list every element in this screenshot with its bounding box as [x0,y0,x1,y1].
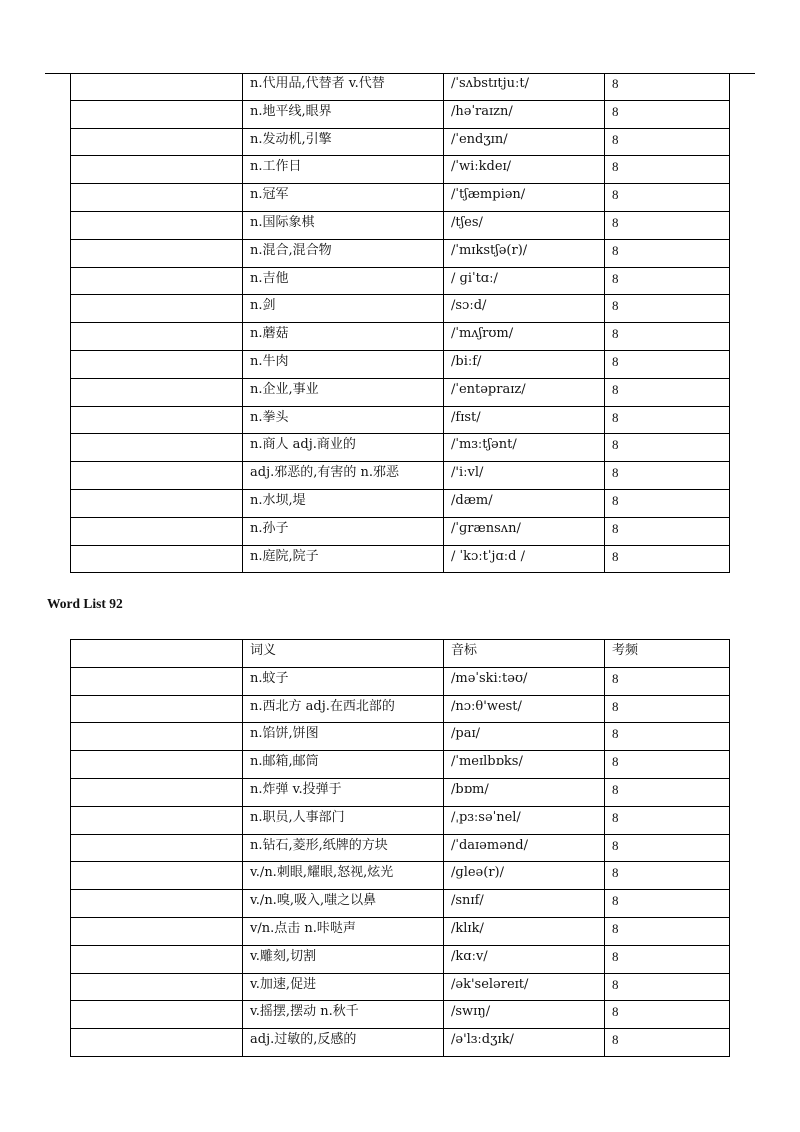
phonetic-cell: /paɪ/ [444,723,605,751]
meaning-cell: n.馅饼,饼图 [243,723,444,751]
frequency-cell: 8 [605,489,730,517]
meaning-cell: n.炸弹 v.投弹于 [243,778,444,806]
table-row [71,973,730,1001]
meaning-cell: v./n.嗅,吸入,嗤之以鼻 [243,890,444,918]
word-cell [71,184,243,212]
frequency-cell: 8 [605,239,730,267]
phonetic-cell: /sɔːd/ [444,295,605,323]
meaning-cell: n.地平线,眼界 [243,100,444,128]
word-cell [71,295,243,323]
word-cell [71,462,243,490]
meaning-cell: v.摇摆,摆动 n.秋千 [243,1001,444,1029]
word-cell [71,489,243,517]
table-row [71,834,730,862]
word-cell [71,545,243,573]
frequency-cell: 8 [605,462,730,490]
phonetic-cell: /biːf/ [444,350,605,378]
meaning-cell: v./n.刺眼,耀眼,怒视,炫光 [243,862,444,890]
table-row [71,239,730,267]
phonetic-cell: /ək'seləreɪt/ [444,973,605,1001]
phonetic-cell: /kɑːv/ [444,945,605,973]
table-row [71,406,730,434]
table-row [71,667,730,695]
table-row [71,184,730,212]
meaning-cell: n.邮箱,邮筒 [243,751,444,779]
word-cell [71,156,243,184]
table-row [71,751,730,779]
frequency-cell: 8 [605,667,730,695]
header-word-cell [71,640,243,668]
frequency-cell: 8 [605,723,730,751]
meaning-cell: n.职员,人事部门 [243,806,444,834]
table-row [71,917,730,945]
meaning-cell: n.商人 adj.商业的 [243,434,444,462]
frequency-cell: 8 [605,517,730,545]
phonetic-cell: /fɪst/ [444,406,605,434]
table-row [71,100,730,128]
word-cell [71,100,243,128]
word-cell [71,667,243,695]
meaning-cell: n.国际象棋 [243,211,444,239]
table-row [71,890,730,918]
phonetic-cell: /snɪf/ [444,890,605,918]
word-table-continued [70,73,730,573]
table-header-row [71,640,730,668]
word-cell [71,862,243,890]
meaning-cell: v.雕刻,切割 [243,945,444,973]
phonetic-cell: /məˈskiːtəʊ/ [444,667,605,695]
frequency-cell: 8 [605,973,730,1001]
table-row [71,1029,730,1057]
phonetic-cell: /ˈdaɪəmənd/ [444,834,605,862]
table-row [71,545,730,573]
table-row [71,806,730,834]
table-row [71,156,730,184]
meaning-cell: v.加速,促进 [243,973,444,1001]
phonetic-cell: /ˈwiːkdeɪ/ [444,156,605,184]
word-cell [71,323,243,351]
phonetic-cell: /nɔːθ'west/ [444,695,605,723]
word-cell [71,890,243,918]
frequency-cell: 8 [605,862,730,890]
phonetic-cell: /ˈtʃæmpiən/ [444,184,605,212]
phonetic-cell: /ˈmɜːtʃənt/ [444,434,605,462]
header-phonetic: 音标 [444,640,605,668]
word-cell [71,945,243,973]
phonetic-cell: /ˈentəpraɪz/ [444,378,605,406]
frequency-cell: 8 [605,695,730,723]
table-row [71,73,730,100]
frequency-cell: 8 [605,323,730,351]
frequency-cell: 8 [605,211,730,239]
meaning-cell: n.庭院,院子 [243,545,444,573]
meaning-cell: n.水坝,堤 [243,489,444,517]
frequency-cell: 8 [605,778,730,806]
phonetic-cell: /ˈmʌʃrʊm/ [444,323,605,351]
table-row [71,378,730,406]
table-row [71,1001,730,1029]
meaning-cell: adj.过敏的,反感的 [243,1029,444,1057]
word-list-title: Word List 92 [47,596,123,611]
header-frequency: 考频 [605,640,730,668]
meaning-cell: n.混合,混合物 [243,239,444,267]
phonetic-cell: /ˈsʌbstɪtjuːt/ [444,73,605,100]
meaning-cell: n.剑 [243,295,444,323]
word-cell [71,267,243,295]
word-cell [71,806,243,834]
word-cell [71,434,243,462]
frequency-cell: 8 [605,1029,730,1057]
table-row [71,323,730,351]
header-meaning: 词义 [243,640,444,668]
word-cell [71,973,243,1001]
frequency-cell: 8 [605,917,730,945]
word-cell [71,128,243,156]
meaning-cell: n.工作日 [243,156,444,184]
phonetic-cell: /tʃes/ [444,211,605,239]
table-row [71,517,730,545]
frequency-cell: 8 [605,100,730,128]
word-cell [71,1029,243,1057]
phonetic-cell: /ˈmeɪlbɒks/ [444,751,605,779]
table-row [71,862,730,890]
word-cell [71,211,243,239]
phonetic-cell: /ɡleə(r)/ [444,862,605,890]
meaning-cell: n.拳头 [243,406,444,434]
meaning-cell: n.牛肉 [243,350,444,378]
meaning-cell: n.吉他 [243,267,444,295]
meaning-cell: n.蘑菇 [243,323,444,351]
table-row [71,295,730,323]
table-row [71,695,730,723]
table-row [71,489,730,517]
word-table-list-92 [70,639,730,1057]
meaning-cell: n.企业,事业 [243,378,444,406]
frequency-cell: 8 [605,267,730,295]
frequency-cell: 8 [605,406,730,434]
word-cell [71,73,243,100]
phonetic-cell: /swɪŋ/ [444,1001,605,1029]
word-cell [71,917,243,945]
table-row [71,945,730,973]
meaning-cell: n.代用品,代替者 v.代替 [243,73,444,100]
word-cell [71,695,243,723]
frequency-cell: 8 [605,751,730,779]
phonetic-cell: /ˈmɪkstʃə(r)/ [444,239,605,267]
meaning-cell: n.西北方 adj.在西北部的 [243,695,444,723]
frequency-cell: 8 [605,295,730,323]
frequency-cell: 8 [605,945,730,973]
phonetic-cell: /ˈendʒɪn/ [444,128,605,156]
word-cell [71,350,243,378]
phonetic-cell: /bɒm/ [444,778,605,806]
table-row [71,723,730,751]
word-cell [71,406,243,434]
word-cell [71,1001,243,1029]
frequency-cell: 8 [605,128,730,156]
word-cell [71,778,243,806]
phonetic-cell: /həˈraɪzn/ [444,100,605,128]
word-cell [71,751,243,779]
frequency-cell: 8 [605,834,730,862]
phonetic-cell: /'iːvl/ [444,462,605,490]
word-cell [71,517,243,545]
phonetic-cell: /ə'lɜːdʒɪk/ [444,1029,605,1057]
meaning-cell: n.孙子 [243,517,444,545]
table-row [71,211,730,239]
table-row [71,778,730,806]
table-row [71,267,730,295]
meaning-cell: n.冠军 [243,184,444,212]
meaning-cell: n.钻石,菱形,纸牌的方块 [243,834,444,862]
meaning-cell: adj.邪恶的,有害的 n.邪恶 [243,462,444,490]
phonetic-cell: / ˈkɔːtˈjɑːd / [444,545,605,573]
frequency-cell: 8 [605,806,730,834]
frequency-cell: 8 [605,73,730,100]
phonetic-cell: /ˈɡrænsʌn/ [444,517,605,545]
meaning-cell: n.蚊子 [243,667,444,695]
meaning-cell: v/n.点击 n.咔哒声 [243,917,444,945]
word-cell [71,834,243,862]
table-row [71,434,730,462]
frequency-cell: 8 [605,890,730,918]
phonetic-cell: /klɪk/ [444,917,605,945]
table-row [71,462,730,490]
frequency-cell: 8 [605,184,730,212]
frequency-cell: 8 [605,1001,730,1029]
frequency-cell: 8 [605,156,730,184]
meaning-cell: n.发动机,引擎 [243,128,444,156]
phonetic-cell: /dæm/ [444,489,605,517]
table-row [71,350,730,378]
phonetic-cell: / ɡiˈtɑː/ [444,267,605,295]
phonetic-cell: /ˌpɜːsəˈnel/ [444,806,605,834]
word-cell [71,378,243,406]
frequency-cell: 8 [605,350,730,378]
word-cell [71,239,243,267]
frequency-cell: 8 [605,434,730,462]
frequency-cell: 8 [605,545,730,573]
word-cell [71,723,243,751]
frequency-cell: 8 [605,378,730,406]
table-row [71,128,730,156]
